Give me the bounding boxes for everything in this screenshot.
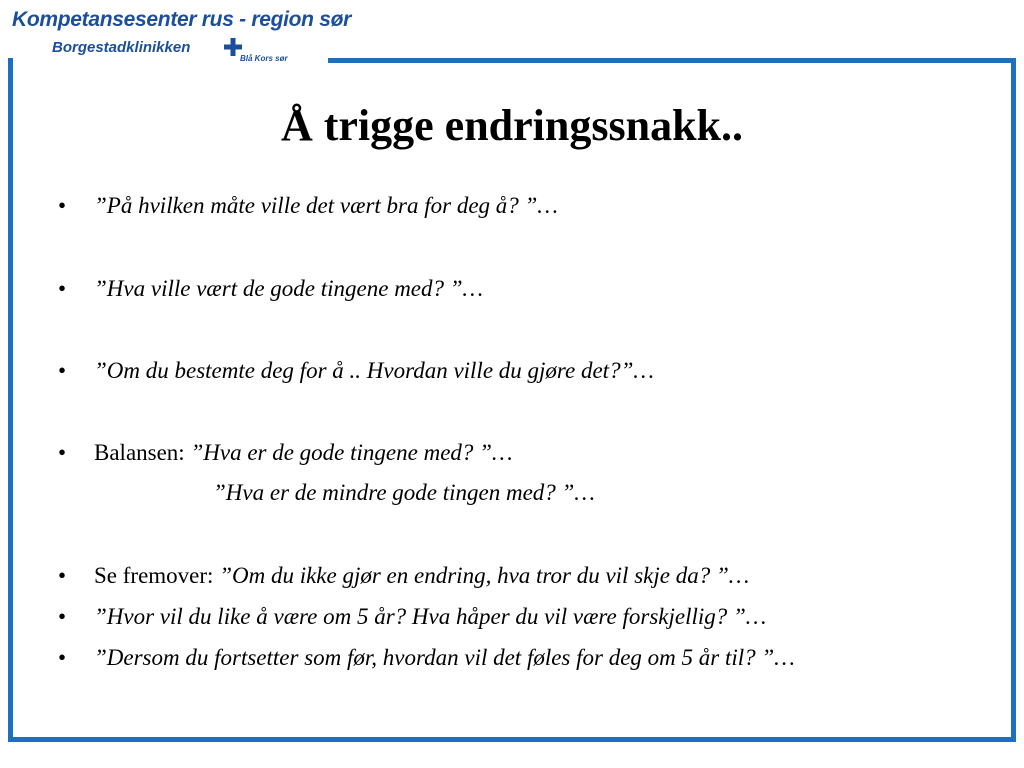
- frame-right-border: [1011, 58, 1016, 742]
- bullet-text: ”Hva ville vært de gode tingene med? ”…: [94, 276, 484, 301]
- bullet-marker: •: [58, 276, 67, 301]
- bullet-text: ”Om du ikke gjør en endring, hva tror du vil skje da? ”…: [219, 563, 750, 588]
- bullet-text: ”På hvilken måte ville det vært bra for deg å? ”…: [94, 193, 558, 218]
- bullet-continuation: [213, 480, 595, 506]
- bullet-text: ”Hva er de mindre gode tingen med? ”…: [213, 480, 595, 505]
- bullet-text: ”Hva er de gode tingene med? ”…: [190, 440, 513, 465]
- bullet-marker: •: [58, 440, 67, 465]
- bullet-marker: •: [58, 604, 67, 629]
- bullet-text: ”Om du bestemte deg for å .. Hvordan ville du gjøre det?”…: [94, 358, 654, 383]
- frame-left-border: [8, 58, 13, 742]
- bullet-prefix: Balansen:: [94, 440, 191, 465]
- slide-title: Å trigge endringssnakk..: [280, 101, 744, 150]
- bullet-item: [58, 276, 483, 302]
- bullet-item: [58, 645, 795, 671]
- frame-top-border: [328, 58, 1016, 63]
- bullet-marker: •: [58, 645, 67, 670]
- bullet-item: [58, 440, 512, 466]
- frame-bottom-border: [8, 737, 1016, 742]
- bullet-item: [58, 358, 654, 384]
- bullet-item: [58, 604, 766, 630]
- logo-tagline: Blå Kors sør: [240, 54, 288, 63]
- logo: [12, 8, 352, 68]
- bullet-text: ”Hvor vil du like å være om 5 år? Hva håper du vil være forskjellig? ”…: [94, 604, 767, 629]
- bullet-marker: •: [58, 193, 67, 218]
- bullet-marker: •: [58, 358, 67, 383]
- logo-subtitle: Borgestadklinikken: [52, 39, 191, 56]
- logo-title: Kompetansesenter rus - region sør: [12, 8, 352, 31]
- bullet-text: ”Dersom du fortsetter som før, hvordan vil det føles for deg om 5 år til? ”…: [94, 645, 795, 670]
- bullet-marker: •: [58, 563, 67, 588]
- bullet-prefix: Se fremover:: [94, 563, 220, 588]
- bullet-item: [58, 193, 558, 219]
- bullet-item: [58, 563, 749, 589]
